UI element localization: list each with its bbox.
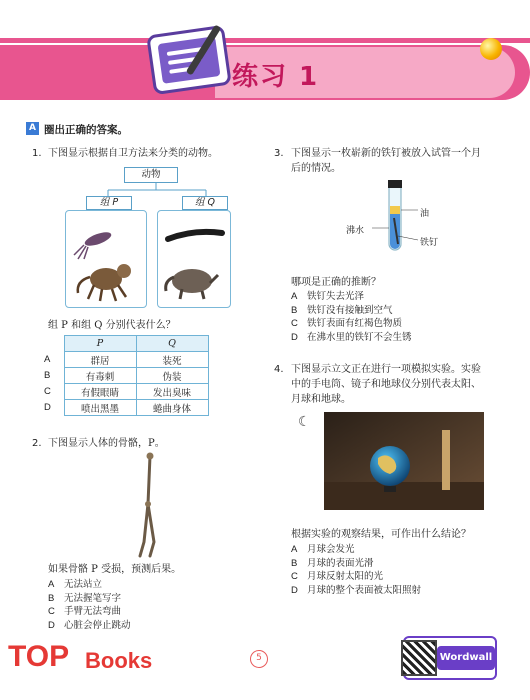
label-oil: 油 (420, 209, 430, 219)
table-row: A 群居 装死 (44, 352, 208, 368)
experiment-photo (324, 412, 484, 510)
option-a[interactable]: A 月球会发光 (291, 544, 355, 555)
q2-options (48, 578, 131, 632)
option-b[interactable]: B 无法握笔写字 (48, 592, 122, 604)
diagram-root: 动物 (124, 167, 178, 183)
page-title: 练习 1 (232, 62, 320, 92)
q4-question: 根据实验的观察结果，可作出什么结论？ (291, 529, 471, 540)
table-row: B 有毒刺 伪装 (44, 368, 208, 384)
q1-text: 下图显示根据自卫方法来分类的动物。 (48, 148, 218, 159)
table-row: D 喷出黑墨 蜷曲身体 (44, 400, 208, 416)
qr-code-icon[interactable] (401, 640, 437, 676)
q4-text-2: 中的手电筒、镜子和地球仪分别代表太阳、 (291, 379, 481, 390)
label-nail: 铁钉 (420, 238, 439, 248)
option-c[interactable]: C 手臂无法弯曲 (48, 606, 122, 617)
q4-text-3: 月球和地球。 (291, 394, 351, 405)
option-d[interactable]: D 心脏会停止跳动 (48, 619, 131, 631)
q1-table (44, 335, 209, 416)
header-band-top (0, 38, 530, 43)
q1-number: 1. (32, 148, 42, 159)
option-c[interactable]: C 月球反射太阳的光 (291, 571, 384, 582)
option-a[interactable]: A 无法站立 (48, 579, 103, 590)
q4-options (291, 543, 421, 597)
arm-bone-image (132, 452, 168, 560)
group-p-box (65, 210, 147, 308)
section-badge: A (26, 122, 39, 135)
q2-number: 2. (32, 438, 42, 449)
tablet-icon (146, 25, 232, 95)
topbooks-logo-books: Books (85, 648, 153, 673)
option-d[interactable]: D 在沸水里的铁钉不会生锈 (291, 331, 412, 343)
flashlight-icon: ☾ (298, 414, 311, 430)
q2-question: 如果骨骼 P 受损，预测后果。 (48, 564, 182, 575)
table-header-q: Q (136, 336, 208, 352)
q3-options (291, 290, 412, 344)
option-c[interactable]: C 铁钉表面有红褐色物质 (291, 318, 403, 329)
wordwall-button[interactable]: Wordwall (437, 646, 495, 670)
group-q-box (157, 210, 231, 308)
q3-text-1: 下图显示一枚崭新的铁钉被放入试管一个月 (291, 148, 481, 159)
animal-images-q (158, 211, 230, 307)
animal-images-p (66, 211, 146, 307)
option-b[interactable]: B 月球的表面光滑 (291, 557, 374, 569)
q3-question: 哪项是正确的推断？ (291, 277, 381, 288)
option-b[interactable]: B 铁钉没有接触到空气 (291, 304, 393, 316)
q3-text-2: 后的情况。 (291, 163, 341, 174)
option-a[interactable]: A 铁钉失去光泽 (291, 291, 365, 302)
option-d[interactable]: D 月球的整个表面被太阳照射 (291, 584, 422, 596)
q3-number: 3. (274, 148, 284, 159)
orb-icon (480, 38, 502, 60)
q4-number: 4. (274, 364, 284, 375)
q1-question: 组 P 和组 Q 分别代表什么？ (48, 320, 176, 331)
topbooks-logo-top: TOP (8, 640, 70, 673)
diagram-group-q-label: 组 Q (182, 196, 228, 210)
section-title: 圈出正确的答案。 (44, 124, 128, 136)
diagram-group-p-label: 组 P (86, 196, 132, 210)
page-number: 5 (250, 650, 268, 668)
label-boiling-water: 沸水 (346, 226, 365, 236)
q4-text-1: 下图显示立文正在进行一项模拟实验。实验 (291, 364, 481, 375)
table-row: C 有假眼睛 发出臭味 (44, 384, 208, 400)
q2-text: 下图显示人体的骨骼，P。 (48, 438, 165, 449)
table-header-p: P (64, 336, 136, 352)
